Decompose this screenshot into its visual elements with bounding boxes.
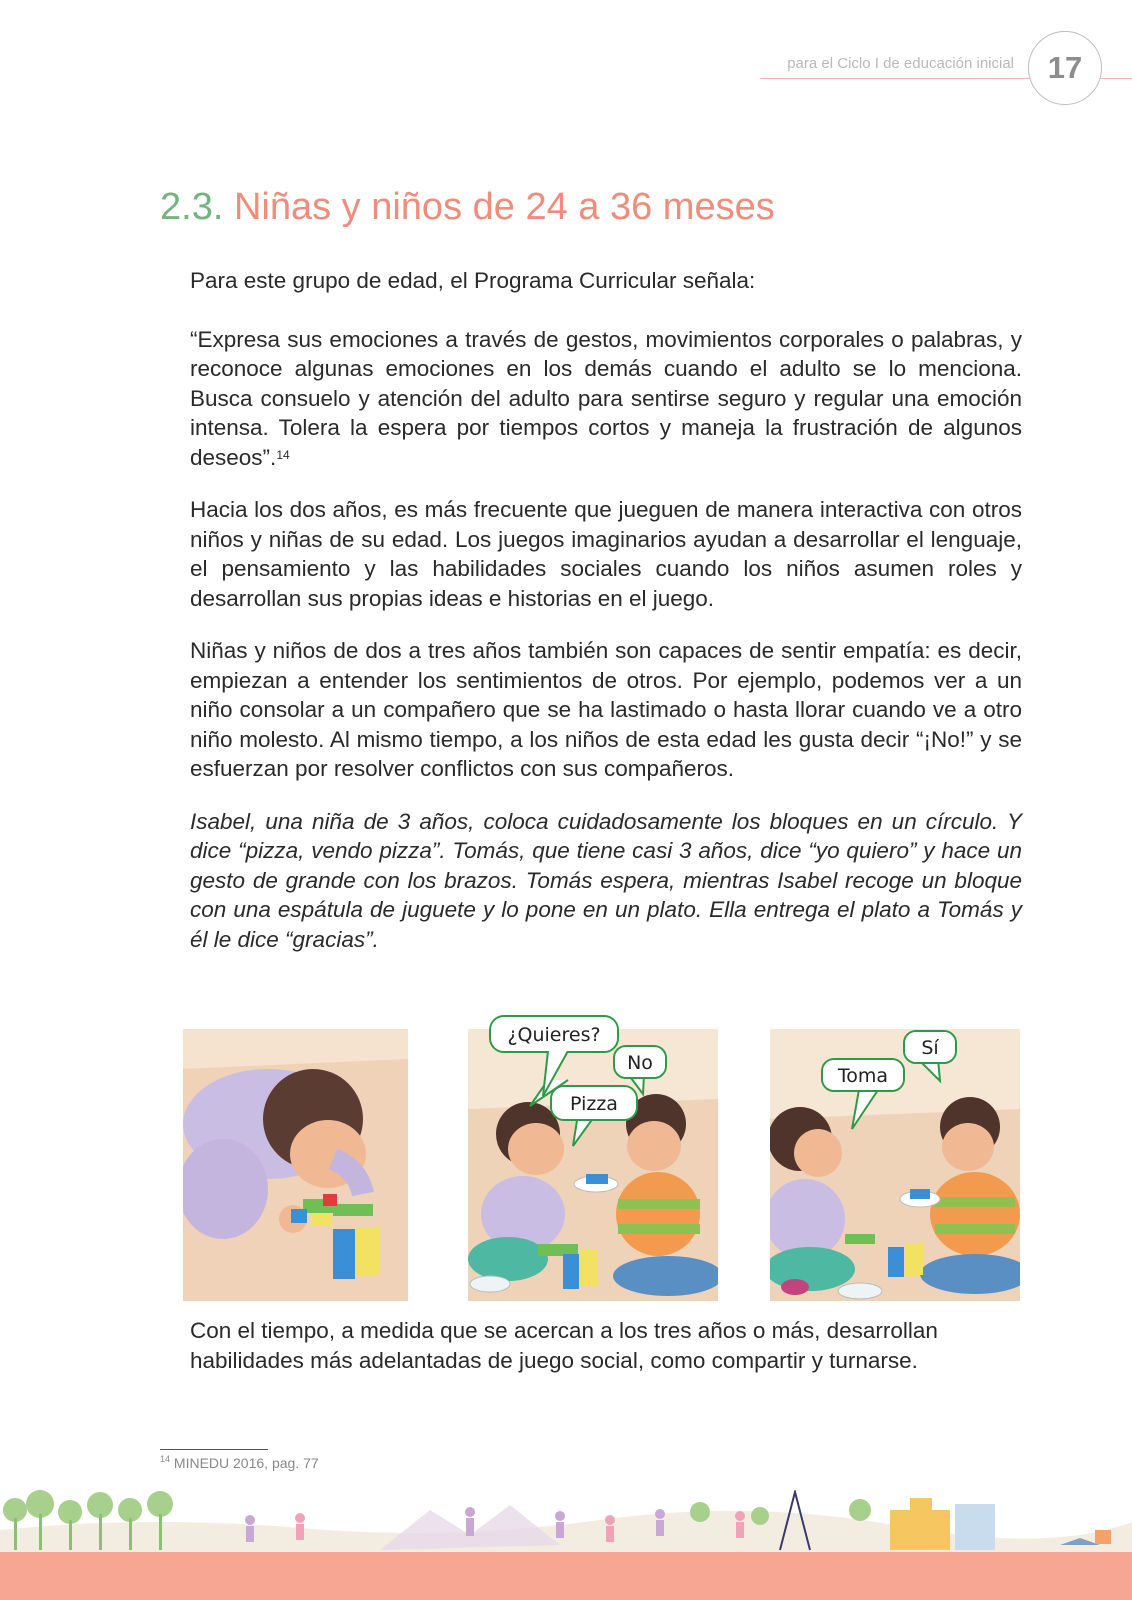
running-title: para el Ciclo I de educación inicial	[787, 55, 1014, 72]
quote-text: “Expresa sus emociones a través de gestos, movimientos corporales o palabras, y reconoce algunas emociones en los demás cuando el adulto se lo menciona. Busca consuelo y atención del adulto para sentirse seguro y regular una emoción intensa. Tolera la espera por tiempos cortos y maneja la frustración de algunos deseos”.	[190, 326, 1022, 470]
bubble-si-text: Sí	[921, 1037, 939, 1059]
footnote-text: MINEDU 2016, pag. 77	[173, 1455, 319, 1471]
illustration-hand-plate-art	[770, 1029, 1020, 1301]
closing-paragraph: Con el tiempo, a medida que se acercan a los tres años o más, desarrollan habilidades más adelantadas de juego social, como compartir y turnarse.	[190, 1318, 938, 1373]
lead-paragraph: Para este grupo de edad, el Programa Curricular señala:	[190, 268, 756, 293]
footer-decoration	[0, 1490, 1132, 1600]
footnote-marker[interactable]: 14	[276, 447, 290, 462]
footnote	[160, 1455, 319, 1471]
bubble-toma-text: Toma	[837, 1065, 889, 1087]
section-title-text: Niñas y niños de 24 a 36 meses	[233, 186, 775, 228]
paragraph-interactive-play: Hacia los dos años, es más frecuente que jueguen de manera interactiva con otros niños y niñas de su edad. Los juegos imaginarios ayudan a desarrollar el lenguaje, el pensamiento y las habilidades sociales cuando los niños asumen roles y desarrollan sus propias ideas e historias en el juego.	[190, 497, 1022, 611]
illustration-girl-blocks-art	[183, 1029, 408, 1301]
example-paragraph: Isabel, una niña de 3 años, coloca cuidadosamente los bloques en un círculo. Y dice “pizza, vendo pizza”. Tomás, que tiene casi 3 años, dice “yo quiero” y hace un gesto de grande con los brazos. Tomás espera, mientras Isabel recoge un bloque con una espátula de juguete y lo pone en un plato. Ella entrega el plato a Tomás y él le dice “gracias”.	[190, 808, 1022, 952]
footnote-rule	[160, 1449, 268, 1450]
illustration-pizza-offer-art	[468, 1014, 718, 1301]
bubble-no-text: No	[627, 1052, 653, 1074]
section-number: 2.3.	[160, 186, 224, 228]
illustration-girl-blocks	[183, 1029, 408, 1301]
illustration-hand-plate	[770, 1029, 1020, 1301]
bubble-pizza-text: Pizza	[570, 1093, 618, 1115]
illustration-pizza-offer	[468, 1014, 718, 1301]
paragraph-empathy: Niñas y niños de dos a tres años también son capaces de sentir empatía: es decir, empiezan a entender los sentimientos de otros. Por ejemplo, podemos ver a un niño consolar a un compañero que se ha lastimado o hasta llorar cuando ve a otro niño molesto. Al mismo tiempo, a los niños de esta edad les gusta decir “¡No!” y se esfuerzan por resolver conflictos con sus compañeros.	[190, 638, 1022, 781]
body-text	[190, 266, 1022, 977]
footnote-number: 14	[160, 1454, 171, 1464]
bubble-quieres-text: ¿Quieres?	[507, 1024, 601, 1046]
quote-paragraph	[190, 325, 1022, 473]
page-number-text: 17	[1047, 50, 1083, 85]
page-number	[1028, 31, 1102, 105]
section-title	[160, 186, 775, 229]
